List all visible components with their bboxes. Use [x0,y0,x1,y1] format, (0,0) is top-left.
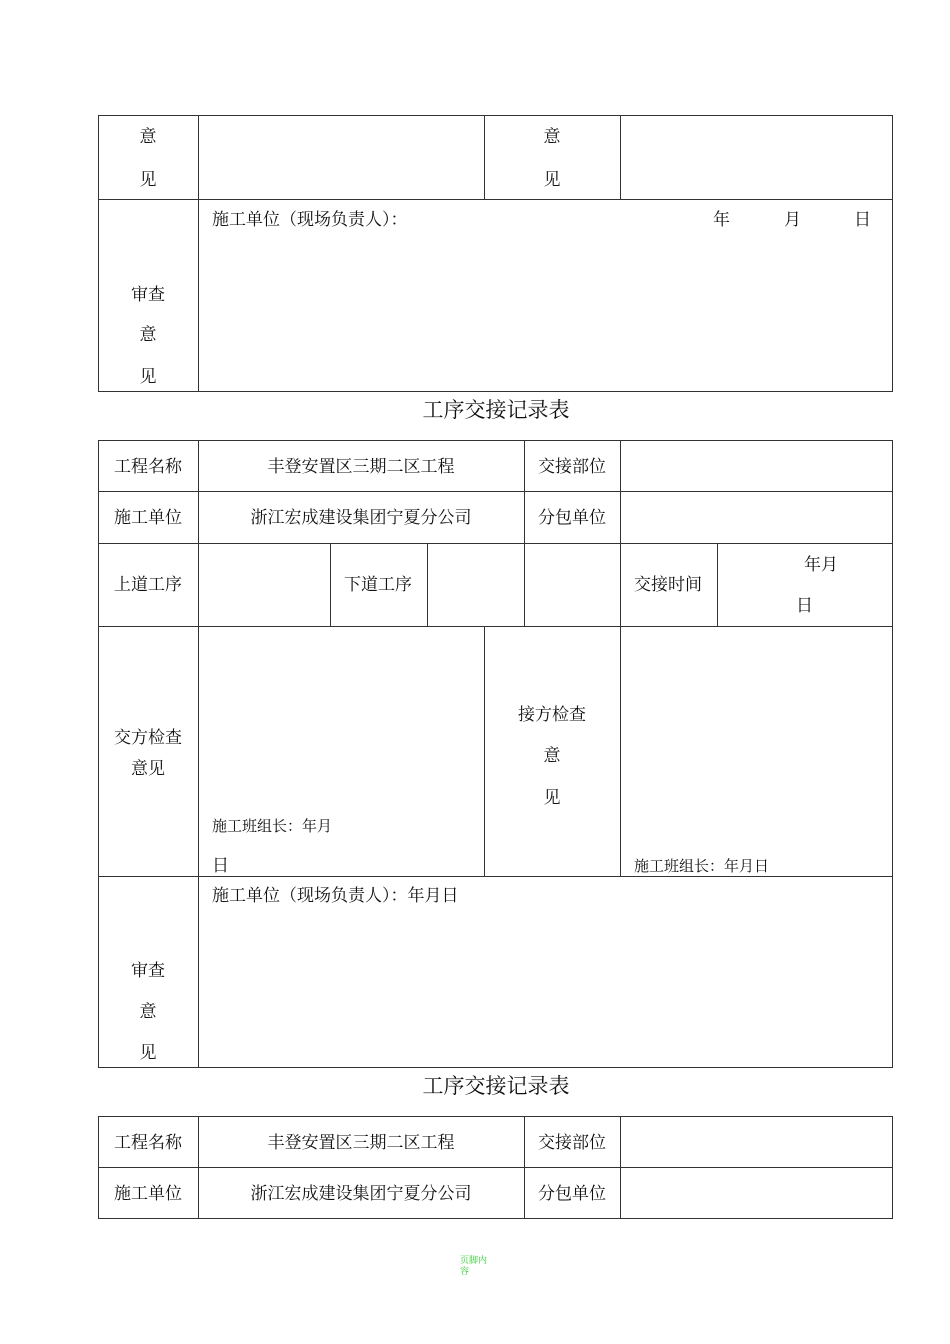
receiver-check-label: 意 [543,746,561,766]
form-title: 工序交接记录表 [422,398,570,422]
date-day: 日 [854,210,871,230]
construction-unit-value: 浙江宏成建设集团宁夏分公司 [250,1184,472,1204]
prev-process-label: 上道工序 [114,575,182,595]
project-name-label: 工程名称 [114,457,182,477]
divider [98,626,893,627]
project-name-value: 丰登安置区三期二区工程 [267,457,455,477]
divider [717,543,718,626]
divider [524,440,525,543]
review-label: 见 [139,1043,157,1063]
divider [620,440,621,876]
divider [620,1116,621,1219]
construction-unit-value: 浙江宏成建设集团宁夏分公司 [250,508,472,528]
opinion-label: 见 [543,170,561,190]
opinion-label: 意 [543,127,561,147]
divider [98,199,893,200]
project-name-label: 工程名称 [114,1133,182,1153]
handover-form-table [98,440,893,1068]
subcontract-unit-label: 分包单位 [538,1184,606,1204]
divider [198,1116,199,1219]
receiver-check-label: 见 [543,788,561,808]
divider [198,440,199,1068]
giver-team-leader: 施工班组长：年月 [212,817,333,835]
divider [198,115,199,392]
project-name-value: 丰登安置区三期二区工程 [267,1133,455,1153]
opinion-label: 意 [139,127,157,147]
site-manager-label: 施工单位（现场负责人）： [212,210,408,230]
footer-line: 容 [460,1267,470,1277]
divider [330,543,331,626]
giver-check-label: 交方检查 [114,728,182,748]
review-label: 审查 [131,961,165,981]
construction-unit-label: 施工单位 [114,1184,182,1204]
giver-check-label: 意见 [131,759,165,779]
opinion-label: 见 [139,170,157,190]
handover-time-day: 日 [796,596,813,616]
review-label: 意 [139,1002,157,1022]
form-title: 工序交接记录表 [422,1074,570,1098]
divider [98,491,893,492]
handover-part-label: 交接部位 [538,457,606,477]
top-fragment-table [98,115,893,392]
divider [524,1116,525,1219]
date-month: 月 [784,210,801,230]
divider [524,543,525,626]
construction-unit-label: 施工单位 [114,508,182,528]
handover-time-ym: 年月 [804,555,838,575]
subcontract-unit-label: 分包单位 [538,508,606,528]
divider [98,1167,893,1168]
handover-time-label: 交接时间 [634,575,702,595]
review-label: 审查 [131,285,165,305]
divider [427,543,428,626]
receiver-check-label: 接方检查 [518,705,586,725]
date-year: 年 [713,210,730,230]
review-label: 见 [139,367,157,387]
page-footer [460,1256,487,1278]
review-label: 意 [139,325,157,345]
site-manager-label: 施工单位（现场负责人）：年月日 [212,886,459,906]
divider [620,115,621,199]
divider [98,543,893,544]
divider [98,876,893,877]
next-process-label: 下道工序 [344,575,412,595]
giver-team-leader-day: 日 [212,856,229,876]
footer-line: 页脚内 [460,1256,488,1266]
divider [484,626,485,876]
handover-part-label: 交接部位 [538,1133,606,1153]
divider [484,115,485,199]
receiver-team-leader: 施工班组长：年月日 [634,857,770,875]
